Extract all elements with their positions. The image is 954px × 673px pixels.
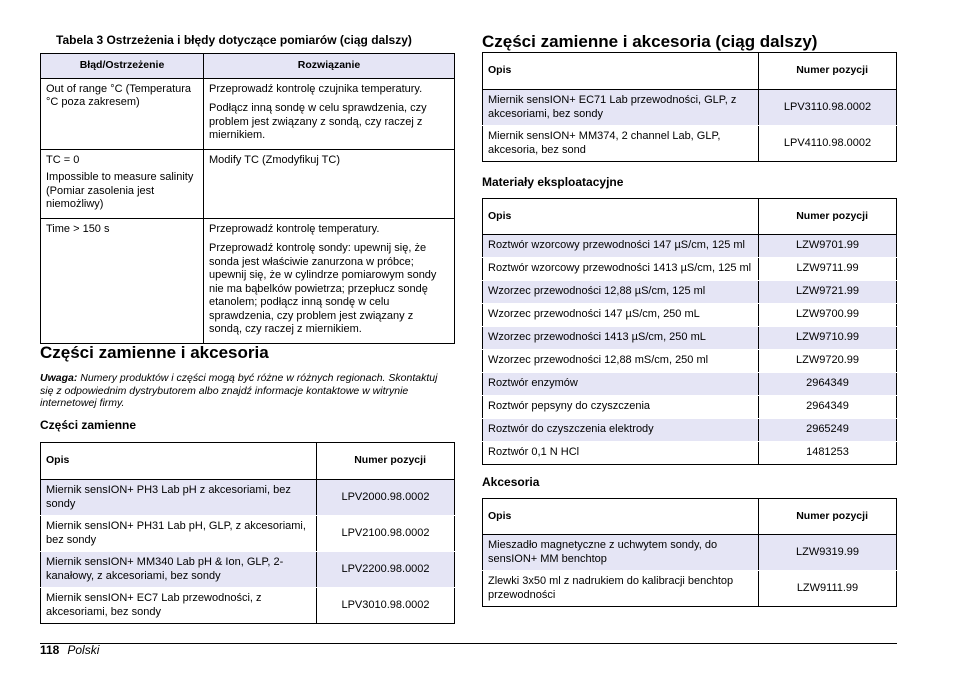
solution-text: Podłącz inną sondę w celu sprawdzenia, czy problem jest związany z sondą, czy raczej z miernikiem.	[209, 102, 427, 141]
note-text: Numery produktów i części mogą być różne w różnych regionach. Skontaktuj się z odpowiednim dystrybutorem albo znajdź informacje kontaktowe w witrynie internetowej firmy.	[40, 372, 438, 409]
table-row	[41, 588, 455, 624]
part-desc: Miernik sensION+ MM340 Lab pH & Ion, GLP, 2-kanałowy, z akcesoriami, bez sondy	[41, 552, 317, 588]
item-num: LZW9720.99	[759, 350, 897, 373]
col-header-num: Numer pozycji	[759, 499, 897, 535]
table-row	[483, 350, 897, 373]
table-row	[483, 327, 897, 350]
item-desc: Mieszadło magnetyczne z uchwytem sondy, do sensION+ MM benchtop	[483, 535, 759, 571]
warnings-table	[40, 53, 455, 344]
subtitle-spare-parts: Części zamienne	[40, 418, 137, 432]
table-header-row	[41, 443, 455, 480]
part-desc: Miernik sensION+ PH3 Lab pH z akcesoriami, bez sondy	[41, 480, 317, 516]
item-num: LZW9711.99	[759, 258, 897, 281]
table-row	[483, 258, 897, 281]
error-cell	[41, 218, 204, 343]
error-text: Time > 150 s	[46, 222, 110, 235]
table-row	[41, 516, 455, 552]
part-num: LPV3110.98.0002	[759, 90, 897, 126]
table-row	[483, 281, 897, 304]
item-desc: Roztwór wzorcowy przewodności 147 µS/cm, 125 ml	[483, 235, 759, 258]
solution-text: Przeprowadź kontrolę czujnika temperatury.	[209, 82, 423, 95]
table-row	[483, 419, 897, 442]
table-row	[483, 90, 897, 126]
item-desc: Zlewki 3x50 ml z nadrukiem do kalibracji benchtop przewodności	[483, 571, 759, 607]
part-desc: Miernik sensION+ MM374, 2 channel Lab, GLP, akcesoria, bez sond	[483, 126, 759, 162]
section-title-parts: Części zamienne i akcesoria	[40, 343, 269, 362]
col-header-desc: Opis	[483, 499, 759, 535]
col-header-desc: Opis	[41, 443, 317, 480]
item-desc: Wzorzec przewodności 12,88 µS/cm, 125 ml	[483, 281, 759, 304]
part-num: LPV4110.98.0002	[759, 126, 897, 162]
item-desc: Roztwór pepsyny do czyszczenia	[483, 396, 759, 419]
table-row	[41, 78, 455, 149]
table-row	[483, 396, 897, 419]
page-footer	[40, 643, 99, 657]
solution-text: Przeprowadź kontrolę sondy: upewnij się, że sonda jest właściwie zanurzona w próbce; upewnij się, że w cylindrze pomiarowym sondy nie ma bąbelków powietrza; przepłucz sondę etanolem; podłącz inną sondę w celu sprawdzenia, czy problem jest związany z sondą, czy raczej z miernikiem.	[209, 242, 437, 335]
part-num: LPV3010.98.0002	[317, 588, 455, 624]
item-num: 2964349	[759, 396, 897, 419]
part-desc: Miernik sensION+ EC71 Lab przewodności, GLP, z akcesoriami, bez sondy	[483, 90, 759, 126]
table-row	[41, 149, 455, 218]
page-number: 118	[40, 643, 60, 657]
consumables-table	[482, 198, 897, 465]
item-desc: Wzorzec przewodności 147 µS/cm, 250 mL	[483, 304, 759, 327]
solution-text: Przeprowadź kontrolę temperatury.	[209, 222, 380, 235]
item-desc: Wzorzec przewodności 12,88 mS/cm, 250 ml	[483, 350, 759, 373]
table-row	[41, 552, 455, 588]
spare-parts-continued-table	[482, 52, 897, 162]
col-header-desc: Opis	[483, 53, 759, 90]
table-header-row	[483, 199, 897, 235]
table-header-row	[483, 499, 897, 535]
item-num: LZW9710.99	[759, 327, 897, 350]
subtitle-accessories: Akcesoria	[482, 475, 540, 489]
col-header-solution: Rozwiązanie	[204, 54, 455, 79]
item-desc: Roztwór do czyszczenia elektrody	[483, 419, 759, 442]
solution-cell	[204, 218, 455, 343]
regional-note	[40, 372, 450, 410]
error-text: Out of range °C (Temperatura °C poza zakresem)	[46, 82, 192, 108]
part-num: LPV2200.98.0002	[317, 552, 455, 588]
error-cell	[41, 149, 204, 218]
part-desc: Miernik sensION+ PH31 Lab pH, GLP, z akcesoriami, bez sondy	[41, 516, 317, 552]
item-num: 2965249	[759, 419, 897, 442]
col-header-num: Numer pozycji	[759, 53, 897, 90]
table-row	[483, 304, 897, 327]
table-row	[41, 480, 455, 516]
error-cell	[41, 78, 204, 149]
error-text: Impossible to measure salinity (Pomiar zasolenia jest niemożliwy)	[46, 171, 194, 210]
col-header-desc: Opis	[483, 199, 759, 235]
item-num: LZW9700.99	[759, 304, 897, 327]
table-row	[41, 218, 455, 343]
table-row	[483, 235, 897, 258]
solution-cell	[204, 78, 455, 149]
part-num: LPV2000.98.0002	[317, 480, 455, 516]
col-header-num: Numer pozycji	[759, 199, 897, 235]
solution-text: Modify TC (Zmodyfikuj TC)	[209, 153, 341, 166]
note-label: Uwaga:	[40, 372, 78, 384]
spare-parts-table	[40, 442, 455, 624]
item-num: LZW9721.99	[759, 281, 897, 304]
table-row	[483, 535, 897, 571]
item-num: 1481253	[759, 442, 897, 465]
item-num: 2964349	[759, 373, 897, 396]
col-header-num: Numer pozycji	[317, 443, 455, 480]
accessories-table	[482, 498, 897, 607]
table-row	[483, 373, 897, 396]
item-num: LZW9111.99	[759, 571, 897, 607]
table-header-row	[483, 53, 897, 90]
item-num: LZW9319.99	[759, 535, 897, 571]
part-num: LPV2100.98.0002	[317, 516, 455, 552]
col-header-error: Błąd/Ostrzeżenie	[41, 54, 204, 79]
table-row	[483, 571, 897, 607]
part-desc: Miernik sensION+ EC7 Lab przewodności, z akcesoriami, bez sondy	[41, 588, 317, 624]
item-desc: Roztwór wzorcowy przewodności 1413 µS/cm, 125 ml	[483, 258, 759, 281]
table-row	[483, 442, 897, 465]
warnings-table-caption: Tabela 3 Ostrzeżenia i błędy dotyczące pomiarów (ciąg dalszy)	[56, 33, 412, 47]
error-text: TC = 0	[46, 153, 80, 166]
footer-language: Polski	[67, 643, 100, 657]
item-desc: Roztwór 0,1 N HCl	[483, 442, 759, 465]
table-row	[483, 126, 897, 162]
section-title-parts-continued: Części zamienne i akcesoria (ciąg dalszy)	[482, 32, 818, 51]
item-desc: Wzorzec przewodności 1413 µS/cm, 250 mL	[483, 327, 759, 350]
subtitle-consumables: Materiały eksploatacyjne	[482, 175, 624, 189]
item-desc: Roztwór enzymów	[483, 373, 759, 396]
footer-divider	[40, 643, 897, 644]
solution-cell	[204, 149, 455, 218]
item-num: LZW9701.99	[759, 235, 897, 258]
